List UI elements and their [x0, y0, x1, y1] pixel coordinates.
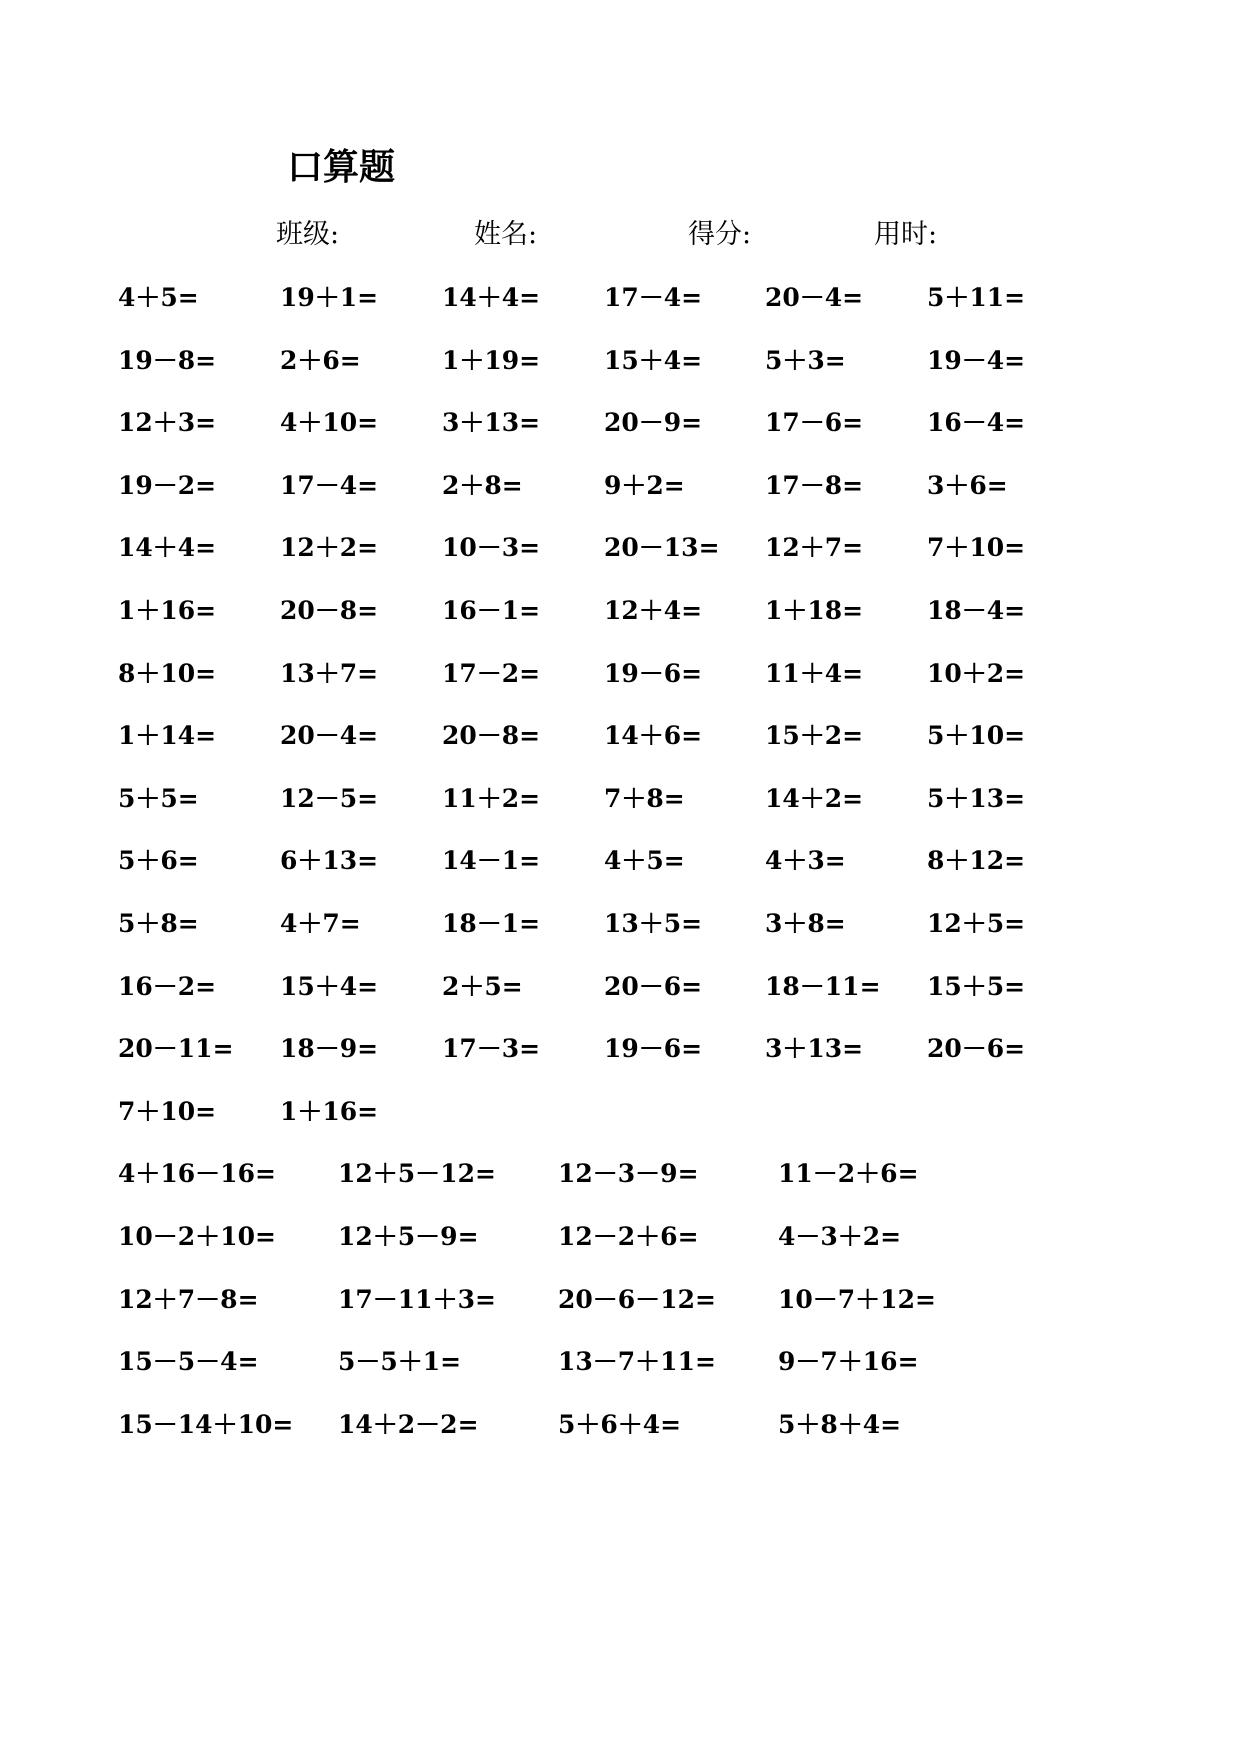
- arithmetic-problem: 20－6=: [927, 1034, 1026, 1064]
- mixed-arithmetic-problem: 17－11＋3=: [338, 1284, 496, 1314]
- mixed-arithmetic-problem: 5－5＋1=: [338, 1347, 462, 1377]
- arithmetic-problem: 16－1=: [442, 596, 541, 625]
- mixed-arithmetic-problem: 15－14＋10=: [118, 1409, 294, 1439]
- arithmetic-problem: 15＋4=: [280, 971, 379, 1001]
- arithmetic-problem: 10－3=: [442, 533, 541, 563]
- arithmetic-problem: 2＋8=: [442, 470, 523, 500]
- arithmetic-problem: 1＋18=: [765, 596, 864, 625]
- page-title: 口算题: [287, 146, 396, 188]
- arithmetic-problem: 4＋7=: [280, 909, 361, 938]
- mixed-arithmetic-problem: 10－2＋10=: [118, 1222, 276, 1251]
- arithmetic-problem: 15＋5=: [927, 971, 1026, 1001]
- arithmetic-problem: 14＋6=: [604, 721, 703, 751]
- mixed-arithmetic-problem: 14＋2－2=: [338, 1409, 479, 1439]
- arithmetic-problem: 1＋19=: [442, 345, 541, 375]
- arithmetic-problem: 5＋6=: [118, 846, 199, 876]
- arithmetic-problem: 1＋14=: [118, 721, 217, 751]
- arithmetic-problem: 17－2=: [442, 658, 541, 688]
- arithmetic-problem: 19＋1=: [280, 283, 379, 312]
- arithmetic-problem: 15＋4=: [604, 345, 703, 375]
- arithmetic-problem: 19－2=: [118, 470, 217, 500]
- arithmetic-problem: 20－13=: [604, 533, 720, 563]
- arithmetic-problem: 12＋3=: [118, 408, 217, 438]
- arithmetic-problem: 12＋4=: [604, 596, 703, 625]
- arithmetic-problem: 17－4=: [280, 470, 379, 500]
- arithmetic-problem: 17－3=: [442, 1034, 541, 1064]
- arithmetic-problem: 19－6=: [604, 1034, 703, 1064]
- time-field-label: 用时:: [874, 219, 938, 250]
- arithmetic-problem: 19－8=: [118, 345, 217, 375]
- arithmetic-problem: 12＋5=: [927, 909, 1026, 938]
- arithmetic-problem: 5＋5=: [118, 783, 199, 813]
- arithmetic-problem: 18－4=: [927, 596, 1026, 625]
- mixed-arithmetic-problem: 13－7＋11=: [558, 1347, 716, 1377]
- arithmetic-problem: 17－6=: [765, 408, 864, 438]
- arithmetic-problem: 9＋2=: [604, 470, 685, 500]
- mixed-arithmetic-problem: 9－7＋16=: [778, 1347, 919, 1377]
- arithmetic-problem: 7＋8=: [604, 783, 685, 813]
- arithmetic-problem: 18－1=: [442, 909, 541, 938]
- arithmetic-problem: 14＋2=: [765, 783, 864, 813]
- arithmetic-problem: 20－8=: [442, 721, 541, 751]
- arithmetic-problem: 6＋13=: [280, 846, 379, 876]
- class-field-label: 班级:: [276, 219, 340, 250]
- arithmetic-problem: 12－5=: [280, 783, 379, 813]
- arithmetic-problem: 5＋11=: [927, 283, 1026, 312]
- arithmetic-problem: 3＋13=: [765, 1034, 864, 1064]
- arithmetic-problem: 3＋6=: [927, 470, 1008, 500]
- arithmetic-problem: 18－9=: [280, 1034, 379, 1064]
- arithmetic-problem: 11＋4=: [765, 658, 864, 688]
- name-field-label: 姓名:: [474, 219, 538, 250]
- arithmetic-problem: 5＋13=: [927, 783, 1026, 813]
- arithmetic-problem: 5＋3=: [765, 345, 846, 375]
- arithmetic-problem: 14－1=: [442, 846, 541, 876]
- mixed-arithmetic-problem: 12＋5－12=: [338, 1159, 496, 1189]
- arithmetic-problem: 13＋5=: [604, 909, 703, 938]
- arithmetic-problem: 4＋10=: [280, 408, 379, 438]
- arithmetic-problem: 5＋8=: [118, 909, 199, 938]
- arithmetic-problem: 3＋13=: [442, 408, 541, 438]
- arithmetic-problem: 15＋2=: [765, 721, 864, 751]
- arithmetic-problem: 10＋2=: [927, 658, 1026, 688]
- arithmetic-problem: 18－11=: [765, 971, 881, 1001]
- arithmetic-problem: 20－8=: [280, 596, 379, 625]
- arithmetic-problem: 7＋10=: [118, 1096, 217, 1126]
- arithmetic-problem: 7＋10=: [927, 533, 1026, 563]
- arithmetic-problem: 17－4=: [604, 283, 703, 312]
- arithmetic-problem: 1＋16=: [118, 596, 217, 625]
- arithmetic-problem: 2＋6=: [280, 345, 361, 375]
- arithmetic-problem: 19－4=: [927, 345, 1026, 375]
- arithmetic-problem: 8＋10=: [118, 658, 217, 688]
- mixed-arithmetic-problem: 4－3＋2=: [778, 1222, 902, 1251]
- mixed-arithmetic-problem: 10－7＋12=: [778, 1284, 936, 1314]
- mixed-arithmetic-problem: 12＋7－8=: [118, 1284, 259, 1314]
- arithmetic-problem: 12＋7=: [765, 533, 864, 563]
- arithmetic-problem: 20－9=: [604, 408, 703, 438]
- arithmetic-problem: 4＋5=: [604, 846, 685, 876]
- arithmetic-problem: 19－6=: [604, 658, 703, 688]
- arithmetic-problem: 20－11=: [118, 1034, 234, 1064]
- arithmetic-problem: 8＋12=: [927, 846, 1026, 876]
- mixed-arithmetic-problem: 12－3－9=: [558, 1159, 699, 1189]
- arithmetic-problem: 14＋4=: [442, 283, 541, 312]
- arithmetic-problem: 13＋7=: [280, 658, 379, 688]
- mixed-arithmetic-problem: 20－6－12=: [558, 1284, 716, 1314]
- arithmetic-problem: 1＋16=: [280, 1096, 379, 1126]
- arithmetic-problem: 3＋8=: [765, 909, 846, 938]
- arithmetic-problem: 11＋2=: [442, 783, 541, 813]
- arithmetic-problem: 20－6=: [604, 971, 703, 1001]
- mixed-arithmetic-problem: 4＋16－16=: [118, 1159, 276, 1189]
- arithmetic-problem: 4＋5=: [118, 283, 199, 312]
- arithmetic-problem: 16－2=: [118, 971, 217, 1001]
- mixed-arithmetic-problem: 12－2＋6=: [558, 1222, 699, 1251]
- arithmetic-problem: 12＋2=: [280, 533, 379, 563]
- score-field-label: 得分:: [688, 219, 752, 250]
- arithmetic-problem: 14＋4=: [118, 533, 217, 563]
- arithmetic-problem: 20－4=: [280, 721, 379, 751]
- mixed-arithmetic-problem: 5＋8＋4=: [778, 1409, 902, 1439]
- mixed-arithmetic-problem: 5＋6＋4=: [558, 1409, 682, 1439]
- arithmetic-problem: 20－4=: [765, 283, 864, 312]
- arithmetic-problem: 16－4=: [927, 408, 1026, 438]
- arithmetic-problem: 4＋3=: [765, 846, 846, 876]
- arithmetic-problem: 5＋10=: [927, 721, 1026, 751]
- arithmetic-problem: 2＋5=: [442, 971, 523, 1001]
- mixed-arithmetic-problem: 12＋5－9=: [338, 1222, 479, 1251]
- mixed-arithmetic-problem: 11－2＋6=: [778, 1159, 919, 1189]
- arithmetic-problem: 17－8=: [765, 470, 864, 500]
- mixed-arithmetic-problem: 15－5－4=: [118, 1347, 259, 1377]
